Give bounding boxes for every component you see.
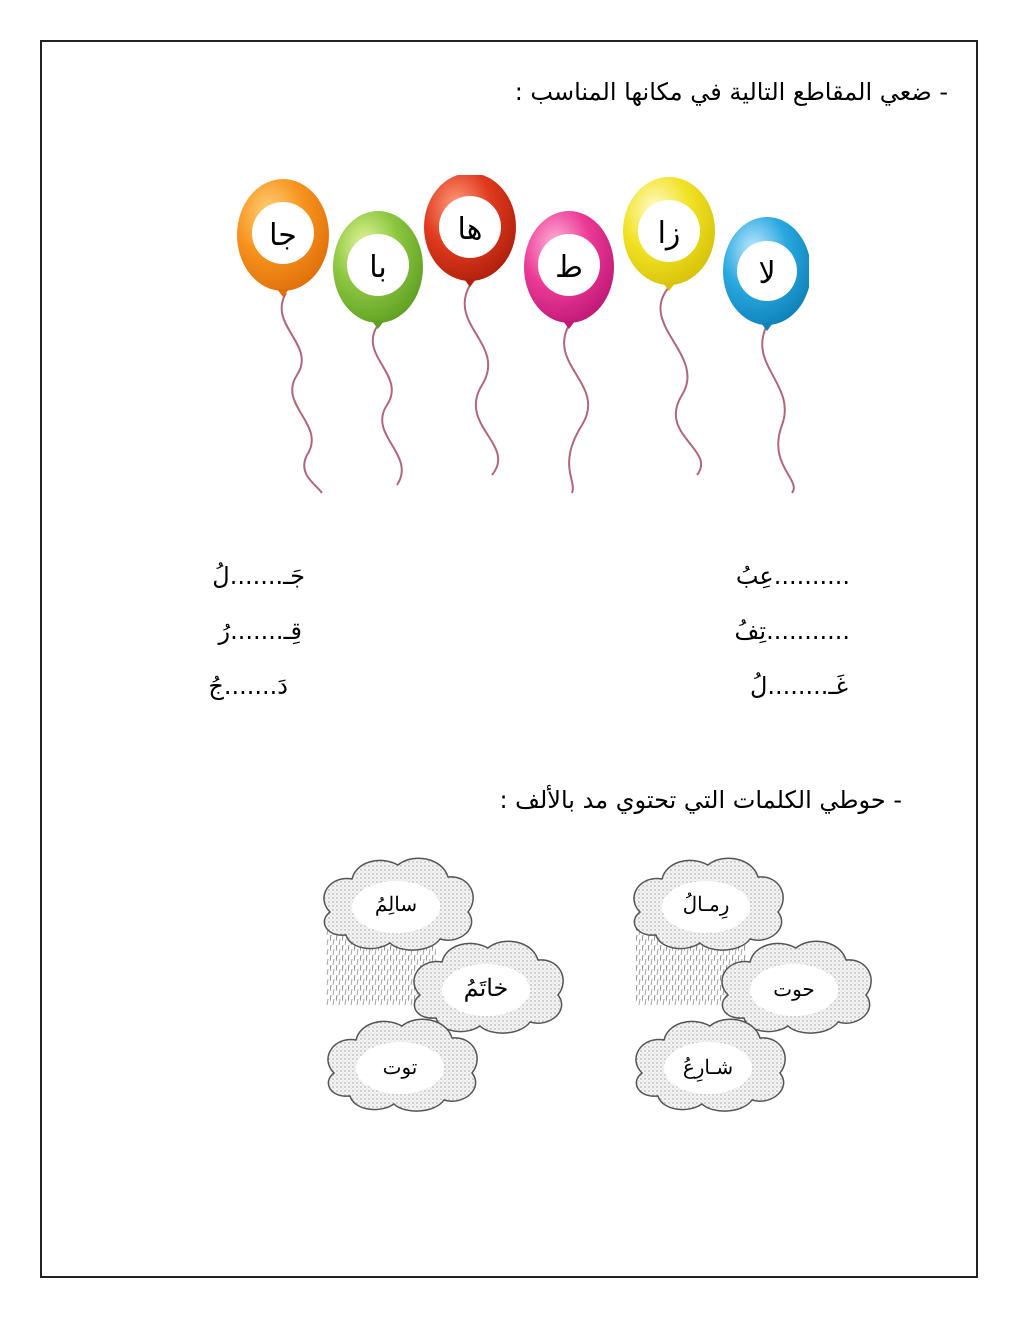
balloon-string [465, 285, 499, 475]
balloon-syllable: با [369, 250, 387, 285]
instruction-place-syllables: - ضعي المقاطع التالية في مكانها المناسب : [514, 78, 948, 106]
word-blank-right-1: ..........عِبُ [735, 562, 850, 590]
cloud [634, 858, 783, 950]
balloon-syllable: ها [457, 212, 483, 247]
balloon-orange [237, 179, 329, 297]
clouds-illustration [318, 855, 888, 1120]
balloon-string [660, 287, 701, 475]
balloon-syllable: ط [555, 250, 583, 285]
balloon-string [564, 325, 588, 493]
cloud-word: رِمـالُ [682, 892, 730, 916]
balloon-green [333, 211, 423, 329]
cloud-word: خاتَمُ [463, 974, 509, 1002]
balloons-illustration [237, 175, 809, 495]
balloon-pink [524, 211, 614, 329]
balloon-string [373, 325, 402, 485]
word-blank-left-1: جَـ.......لُ [212, 562, 305, 590]
word-blank-left-2: قِـ.......رُ [218, 617, 302, 645]
balloon-syllable: لا [758, 256, 776, 291]
balloon-string [762, 325, 794, 493]
balloon-yellow [623, 177, 715, 291]
balloon-blue [723, 217, 809, 331]
balloon-syllable: جا [269, 218, 297, 253]
word-blank-right-2: ...........تِفُ [734, 617, 850, 645]
balloon-red [424, 175, 516, 287]
balloon-syllable: زا [657, 216, 681, 251]
word-blank-right-3: غَـ........لُ [749, 672, 848, 700]
cloud-word: سالِمُ [374, 892, 418, 916]
balloon-string [282, 293, 322, 493]
cloud [414, 941, 563, 1033]
cloud [328, 1019, 477, 1111]
cloud [636, 1019, 785, 1111]
cloud-word: توت [382, 1055, 418, 1079]
cloud [324, 858, 473, 950]
cloud-word: حوت [773, 977, 815, 1001]
cloud-word: شـارِعُ [682, 1055, 734, 1079]
instruction-circle-words: - حوطي الكلمات التي تحتوي مد بالألف : [499, 786, 902, 814]
word-blank-left-3: دَ.......جُ [208, 672, 288, 700]
